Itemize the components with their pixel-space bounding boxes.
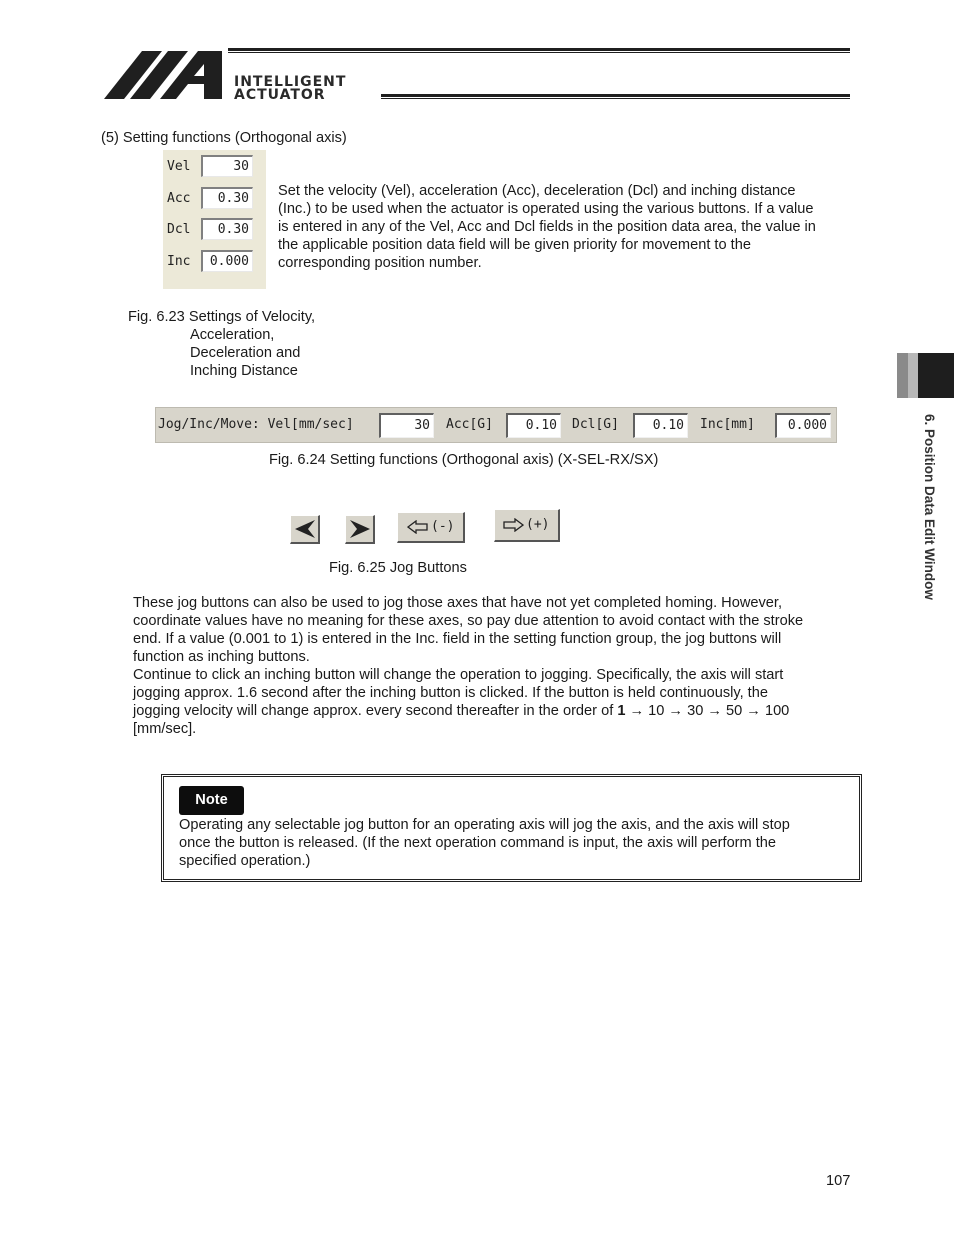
section-heading: (5) Setting functions (Orthogonal axis) — [101, 130, 347, 146]
body-line: coordinate values have no meaning for these axes, so pay due attention to avoid contact with the stroke — [133, 613, 804, 629]
company-logo — [104, 46, 850, 102]
dcl-row — [163, 216, 266, 244]
ia-logo-mark — [104, 46, 850, 102]
side-tab-stripe-1 — [897, 353, 908, 398]
brand-intelligent: INTELLIGENT — [234, 74, 347, 90]
inc-field[interactable]: 0.000 — [201, 250, 253, 272]
body-line: end. If a value (0.001 to 1) is entered in the Inc. field in the setting function group, the jog buttons will — [133, 631, 782, 647]
side-tab-stripe-2 — [908, 353, 918, 398]
description-line: the applicable position data field will be given priority for movement to the — [278, 237, 751, 253]
caption-line: Deceleration and — [190, 345, 301, 361]
body-line: Continue to click an inching button will change the operation to jogging. Specifically, the axis will start — [133, 667, 784, 683]
description-line: corresponding position number. — [278, 255, 482, 271]
acc-field[interactable]: 0.30 — [201, 187, 253, 209]
arrow-left-icon — [291, 516, 319, 542]
arrow-right-icon — [346, 516, 374, 542]
page-number: 107 — [826, 1173, 851, 1189]
body-line: These jog buttons can also be used to jog those axes that have not yet completed homing. However, — [133, 595, 783, 611]
vel-field[interactable]: 30 — [201, 155, 253, 177]
note-line: specified operation.) — [179, 853, 311, 869]
jog-right-button[interactable] — [345, 515, 375, 544]
dcl-field[interactable]: 0.30 — [201, 218, 253, 240]
caption-line: Inching Distance — [190, 363, 298, 379]
note-line: Operating any selectable jog button for an operating axis will jog the axis, and the axis will stop — [179, 817, 790, 833]
jog-left-button[interactable] — [290, 515, 320, 544]
note-badge: Note — [179, 786, 244, 815]
settings-description — [278, 182, 816, 272]
body-text: → 10 → 30 → 50 → 100 — [625, 703, 790, 719]
brand-actuator: ACTUATOR — [234, 87, 326, 103]
dcl-bar-label: Dcl[G] — [572, 417, 619, 432]
acc-bar-label: Acc[G] — [446, 417, 493, 432]
description-line: (Inc.) to be used when the actuator is operated using the various buttons. If a value — [278, 201, 814, 217]
acc-bar-field[interactable]: 0.10 — [506, 413, 561, 438]
acc-row — [163, 185, 266, 213]
note-text — [179, 816, 790, 870]
inc-label: Inc — [167, 254, 191, 269]
hollow-arrow-left-icon — [407, 520, 429, 534]
jog-settings-bar — [155, 407, 837, 443]
body-line: function as inching buttons. — [133, 649, 310, 665]
jog-minus-button[interactable] — [397, 512, 465, 543]
body-line: jogging approx. 1.6 second after the inching button is clicked. If the button is held continuously, the — [133, 685, 768, 701]
dcl-bar-field[interactable]: 0.10 — [633, 413, 688, 438]
vel-row — [163, 153, 266, 181]
body-text: jogging velocity will change approx. every second thereafter in the order of — [133, 703, 618, 719]
inc-row — [163, 248, 266, 276]
jog-plus-button[interactable] — [494, 509, 560, 542]
caption-line: Fig. 6.23 Settings of Velocity, — [128, 309, 316, 325]
body-paragraph — [133, 594, 863, 738]
chapter-side-label: 6. Position Data Edit Window — [922, 414, 937, 600]
fig623-caption — [128, 308, 315, 380]
description-line: Set the velocity (Vel), acceleration (Acc), deceleration (Dcl) and inching distance — [278, 183, 796, 199]
settings-panel-figure — [163, 150, 266, 289]
side-tab-block — [918, 353, 954, 398]
description-line: is entered in any of the Vel, Acc and Dcl fields in the position data area, the value in — [278, 219, 816, 235]
hollow-arrow-right-icon — [502, 518, 524, 532]
jog-minus-label: (-) — [431, 519, 455, 534]
body-line: [mm/sec]. — [133, 721, 197, 737]
inc-bar-field[interactable]: 0.000 — [775, 413, 831, 438]
body-bold-value: 1 — [617, 703, 626, 719]
note-line: once the button is released. (If the next operation command is input, the axis will perform the — [179, 835, 777, 851]
jog-plus-label: (+) — [526, 517, 550, 532]
body-line — [133, 702, 863, 720]
acc-label: Acc — [167, 191, 191, 206]
vel-bar-label: Jog/Inc/Move: Vel[mm/sec] — [158, 417, 354, 432]
fig624-caption: Fig. 6.24 Setting functions (Orthogonal axis) (X-SEL-RX/SX) — [269, 452, 659, 468]
fig625-caption: Fig. 6.25 Jog Buttons — [329, 560, 467, 576]
dcl-label: Dcl — [167, 222, 191, 237]
caption-line: Acceleration, — [190, 327, 275, 343]
vel-bar-field[interactable]: 30 — [379, 413, 434, 438]
inc-bar-label: Inc[mm] — [700, 417, 755, 432]
vel-label: Vel — [167, 159, 191, 174]
